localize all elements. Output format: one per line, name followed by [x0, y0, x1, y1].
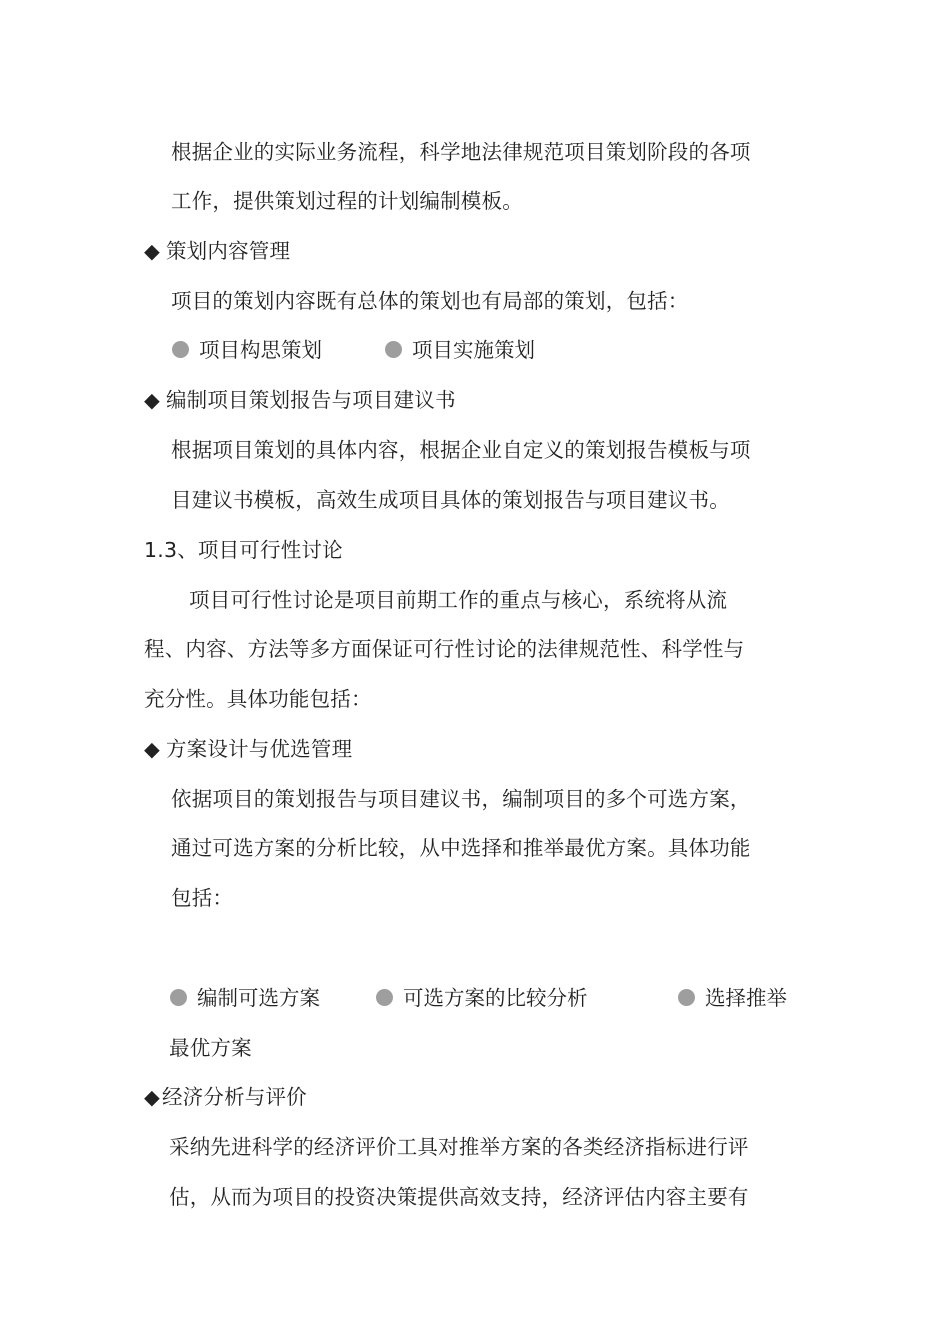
- list-item: [385, 335, 535, 365]
- heading-scheme: [144, 734, 352, 764]
- heading-text: 策划内容管理: [165, 239, 291, 263]
- paragraph-line: 目建议书模板，高效生成项目具体的策划报告与项目建议书。: [171, 488, 730, 512]
- paragraph-line: 通过可选方案的分析比较，从中选择和推举最优方案。具体功能: [171, 836, 751, 860]
- heading-text: 编制项目策划报告与项目建议书: [165, 388, 456, 412]
- list-item-text: 项目实施策划: [412, 338, 535, 362]
- list-item-text: 编制可选方案: [197, 986, 320, 1010]
- heading-content-management: [144, 236, 290, 266]
- paragraph-line: 包括：: [171, 886, 234, 910]
- circle-bullet-icon: [172, 341, 189, 358]
- heading-text: 经济分析与评价: [161, 1085, 307, 1109]
- paragraph-line: 充分性。具体功能包括：: [144, 687, 372, 711]
- paragraph-line: 根据企业的实际业务流程，科学地法律规范项目策划阶段的各项: [171, 140, 751, 164]
- circle-bullet-icon: [385, 341, 402, 358]
- section-heading: 1.3、项目可行性讨论: [144, 538, 343, 562]
- paragraph-line: 依据项目的策划报告与项目建议书，编制项目的多个可选方案，: [171, 787, 751, 811]
- paragraph-line: 程、内容、方法等多方面保证可行性讨论的法律规范性、科学性与: [144, 637, 745, 661]
- list-item: [170, 983, 320, 1013]
- list-item-text: 选择推举: [705, 986, 787, 1010]
- diamond-bullet-icon: ◆: [144, 1085, 160, 1109]
- paragraph-line: 项目可行性讨论是项目前期工作的重点与核心，系统将从流: [189, 588, 728, 612]
- list-item: [678, 983, 787, 1013]
- circle-bullet-icon: [678, 989, 695, 1006]
- list-item-text: 项目构思策划: [199, 338, 322, 362]
- heading-text: 方案设计与优选管理: [165, 737, 353, 761]
- list-item-continuation: 最优方案: [169, 1036, 252, 1060]
- heading-report: [144, 385, 456, 415]
- circle-bullet-icon: [376, 989, 393, 1006]
- diamond-bullet-icon: ◆: [144, 737, 160, 761]
- list-item: [172, 335, 322, 365]
- diamond-bullet-icon: ◆: [144, 239, 160, 263]
- circle-bullet-icon: [170, 989, 187, 1006]
- heading-economic: [144, 1082, 307, 1112]
- paragraph-line: 估，从而为项目的投资决策提供高效支持，经济评估内容主要有: [169, 1185, 749, 1209]
- list-item-text: 可选方案的比较分析: [403, 986, 588, 1010]
- diamond-bullet-icon: ◆: [144, 388, 160, 412]
- paragraph-line: 工作，提供策划过程的计划编制模板。: [171, 189, 523, 213]
- paragraph-line: 根据项目策划的具体内容，根据企业自定义的策划报告模板与项: [171, 438, 751, 462]
- list-item: [376, 983, 588, 1013]
- paragraph-line: 项目的策划内容既有总体的策划也有局部的策划，包括：: [171, 289, 689, 313]
- paragraph-line: 采纳先进科学的经济评价工具对推举方案的各类经济指标进行评: [169, 1135, 749, 1159]
